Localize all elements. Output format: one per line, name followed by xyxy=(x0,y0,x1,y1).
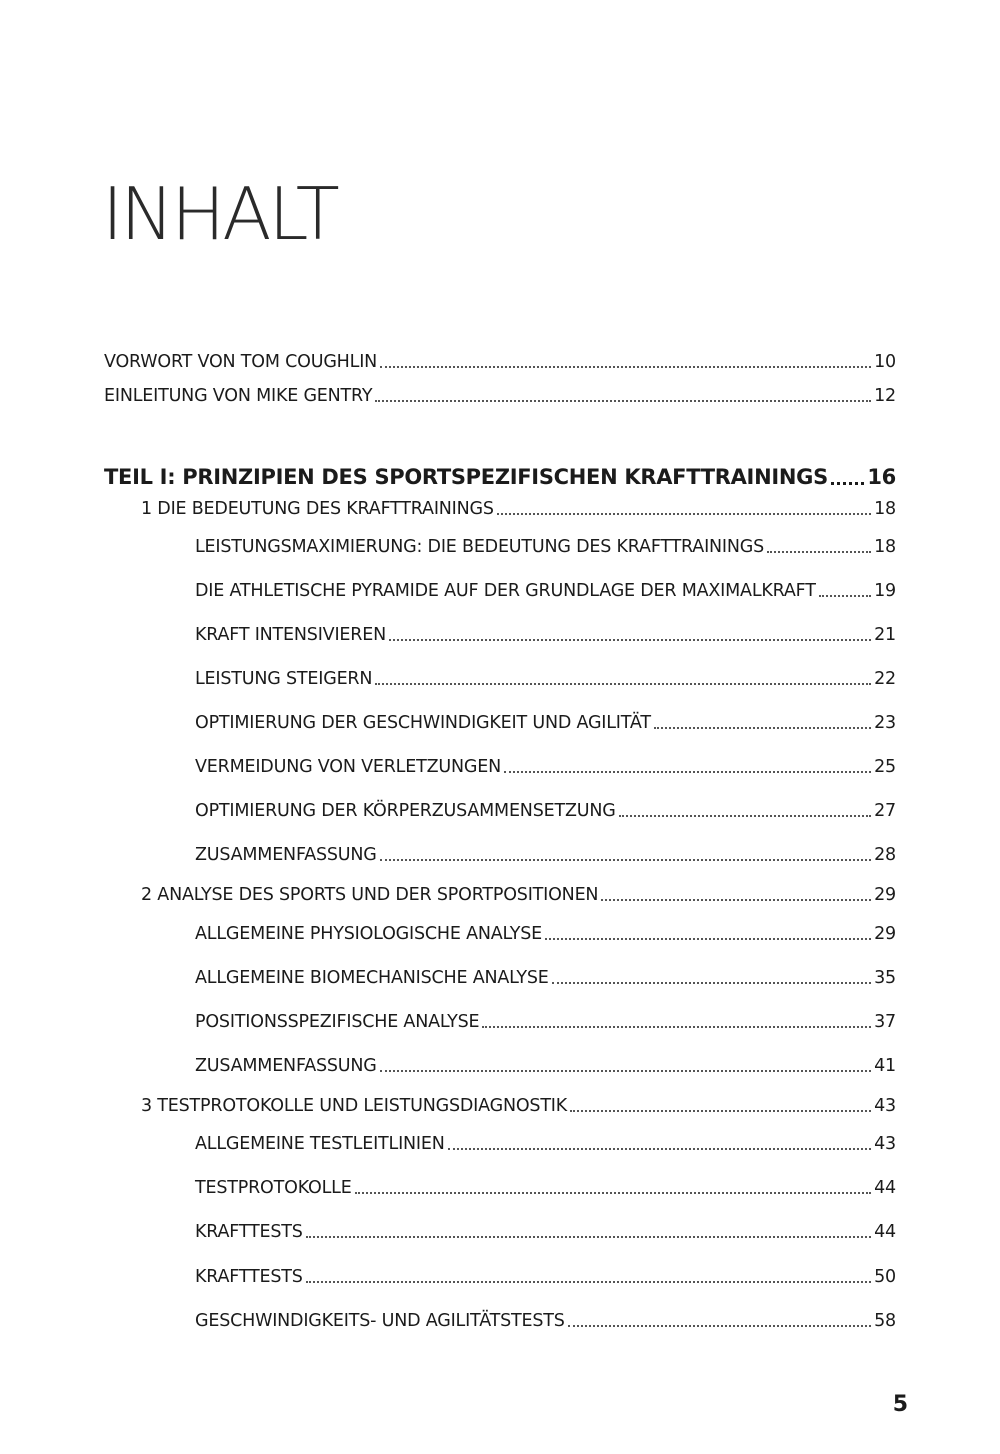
toc-section-entry[interactable] xyxy=(195,1007,896,1031)
toc-part-entry[interactable] xyxy=(104,460,896,488)
toc-part-page: 16 xyxy=(867,465,896,489)
toc-leader-dots xyxy=(497,513,871,515)
toc-section-page: 25 xyxy=(874,756,896,777)
toc-section-entry[interactable] xyxy=(195,1129,896,1153)
toc-section-page: 41 xyxy=(874,1055,896,1076)
toc-section-entry[interactable] xyxy=(195,1306,896,1330)
toc-chapter-entry[interactable] xyxy=(141,880,896,904)
toc-section-page: 18 xyxy=(874,536,896,557)
toc-leader-dots xyxy=(448,1148,871,1150)
toc-chapter-page: 43 xyxy=(874,1095,896,1116)
toc-entry-label: EINLEITUNG VON MIKE GENTRY xyxy=(104,385,373,406)
toc-section-entry[interactable] xyxy=(195,708,896,732)
toc-section-page: 19 xyxy=(874,580,896,601)
toc-section-label: POSITIONSSPEZIFISCHE ANALYSE xyxy=(195,1011,480,1032)
toc-section-label: DIE ATHLETISCHE PYRAMIDE AUF DER GRUNDLAGE DER MAXIMALKRAFT xyxy=(195,580,816,601)
toc-leader-dots xyxy=(601,899,871,901)
toc-leader-dots xyxy=(767,551,871,553)
toc-leader-dots xyxy=(355,1192,872,1194)
toc-leader-dots xyxy=(380,1070,871,1072)
toc-chapter-page: 29 xyxy=(874,884,896,905)
toc-chapter-entry[interactable] xyxy=(141,494,896,518)
toc-leader-dots xyxy=(654,727,871,729)
toc-section-label: GESCHWINDIGKEITS- UND AGILITÄTSTESTS xyxy=(195,1310,565,1331)
toc-leader-dots xyxy=(568,1325,871,1327)
toc-chapter-page: 18 xyxy=(874,498,896,519)
toc-section-entry[interactable] xyxy=(195,664,896,688)
toc-section-entry[interactable] xyxy=(195,1217,896,1241)
toc-chapter-label: 3 TESTPROTOKOLLE UND LEISTUNGSDIAGNOSTIK xyxy=(141,1095,568,1116)
toc-section-page: 35 xyxy=(874,967,896,988)
toc-section-entry[interactable] xyxy=(195,752,896,776)
toc-leader-dots xyxy=(819,595,871,597)
toc-leader-dots xyxy=(380,859,871,861)
toc-leader-dots xyxy=(545,938,871,940)
toc-section-page: 23 xyxy=(874,712,896,733)
toc-section-label: KRAFTTESTS xyxy=(195,1221,303,1242)
toc-section-page: 43 xyxy=(874,1133,896,1154)
toc-leader-dots xyxy=(389,639,871,641)
toc-section-label: OPTIMIERUNG DER GESCHWINDIGKEIT UND AGILITÄT xyxy=(195,712,651,733)
toc-section-label: ALLGEMEINE PHYSIOLOGISCHE ANALYSE xyxy=(195,923,543,944)
toc-leader-dots xyxy=(306,1236,871,1238)
toc-section-page: 22 xyxy=(874,668,896,689)
toc-leader-dots xyxy=(552,982,871,984)
toc-chapter-entry[interactable] xyxy=(141,1091,896,1115)
toc-section-page: 28 xyxy=(874,844,896,865)
toc-entry[interactable] xyxy=(104,347,896,371)
toc-section-label: ZUSAMMENFASSUNG xyxy=(195,1055,377,1076)
page-title: INHALT xyxy=(102,172,337,256)
toc-chapter-label: 1 DIE BEDEUTUNG DES KRAFTTRAININGS xyxy=(141,498,494,519)
toc-section-page: 27 xyxy=(874,800,896,821)
toc-section-label: KRAFTTESTS xyxy=(195,1266,303,1287)
toc-section-label: ALLGEMEINE BIOMECHANISCHE ANALYSE xyxy=(195,967,549,988)
toc-section-label: VERMEIDUNG VON VERLETZUNGEN xyxy=(195,756,501,777)
toc-leader-dots xyxy=(504,771,871,773)
toc-section-entry[interactable] xyxy=(195,796,896,820)
toc-section-label: KRAFT INTENSIVIEREN xyxy=(195,624,386,645)
toc-entry-page: 12 xyxy=(874,385,896,406)
toc-part-label: TEIL I: PRINZIPIEN DES SPORTSPEZIFISCHEN KRAFTTRAININGS xyxy=(104,465,828,489)
toc-leader-dots xyxy=(570,1110,871,1112)
toc-section-page: 44 xyxy=(874,1177,896,1198)
toc-section-entry[interactable] xyxy=(195,840,896,864)
toc-section-entry[interactable] xyxy=(195,576,896,600)
toc-section-entry[interactable] xyxy=(195,1051,896,1075)
toc-entry-page: 10 xyxy=(874,351,896,372)
toc-section-page: 21 xyxy=(874,624,896,645)
toc-section-entry[interactable] xyxy=(195,620,896,644)
toc-chapter-label: 2 ANALYSE DES SPORTS UND DER SPORTPOSITIONEN xyxy=(141,884,599,905)
toc-leader-dots xyxy=(831,482,864,485)
toc-leader-dots xyxy=(375,683,871,685)
toc-section-label: LEISTUNGSMAXIMIERUNG: DIE BEDEUTUNG DES KRAFTTRAININGS xyxy=(195,536,765,557)
toc-leader-dots xyxy=(619,815,872,817)
toc-section-label: ZUSAMMENFASSUNG xyxy=(195,844,377,865)
toc-leader-dots xyxy=(380,366,871,368)
toc-section-entry[interactable] xyxy=(195,963,896,987)
toc-section-entry[interactable] xyxy=(195,532,896,556)
toc-section-entry[interactable] xyxy=(195,919,896,943)
toc-leader-dots xyxy=(306,1281,871,1283)
toc-section-page: 44 xyxy=(874,1221,896,1242)
toc-section-entry[interactable] xyxy=(195,1262,896,1286)
toc-section-label: OPTIMIERUNG DER KÖRPERZUSAMMENSETZUNG xyxy=(195,800,616,821)
toc-leader-dots xyxy=(482,1026,871,1028)
toc-section-page: 58 xyxy=(874,1310,896,1331)
toc-section-entry[interactable] xyxy=(195,1173,896,1197)
toc-section-page: 37 xyxy=(874,1011,896,1032)
toc-section-page: 29 xyxy=(874,923,896,944)
toc-entry[interactable] xyxy=(104,381,896,405)
toc-section-label: LEISTUNG STEIGERN xyxy=(195,668,373,689)
toc-section-label: TESTPROTOKOLLE xyxy=(195,1177,352,1198)
toc-section-page: 50 xyxy=(874,1266,896,1287)
page-number: 5 xyxy=(892,1392,908,1417)
toc-entry-label: VORWORT VON TOM COUGHLIN xyxy=(104,351,378,372)
toc-section-label: ALLGEMEINE TESTLEITLINIEN xyxy=(195,1133,445,1154)
toc-leader-dots xyxy=(375,400,871,402)
